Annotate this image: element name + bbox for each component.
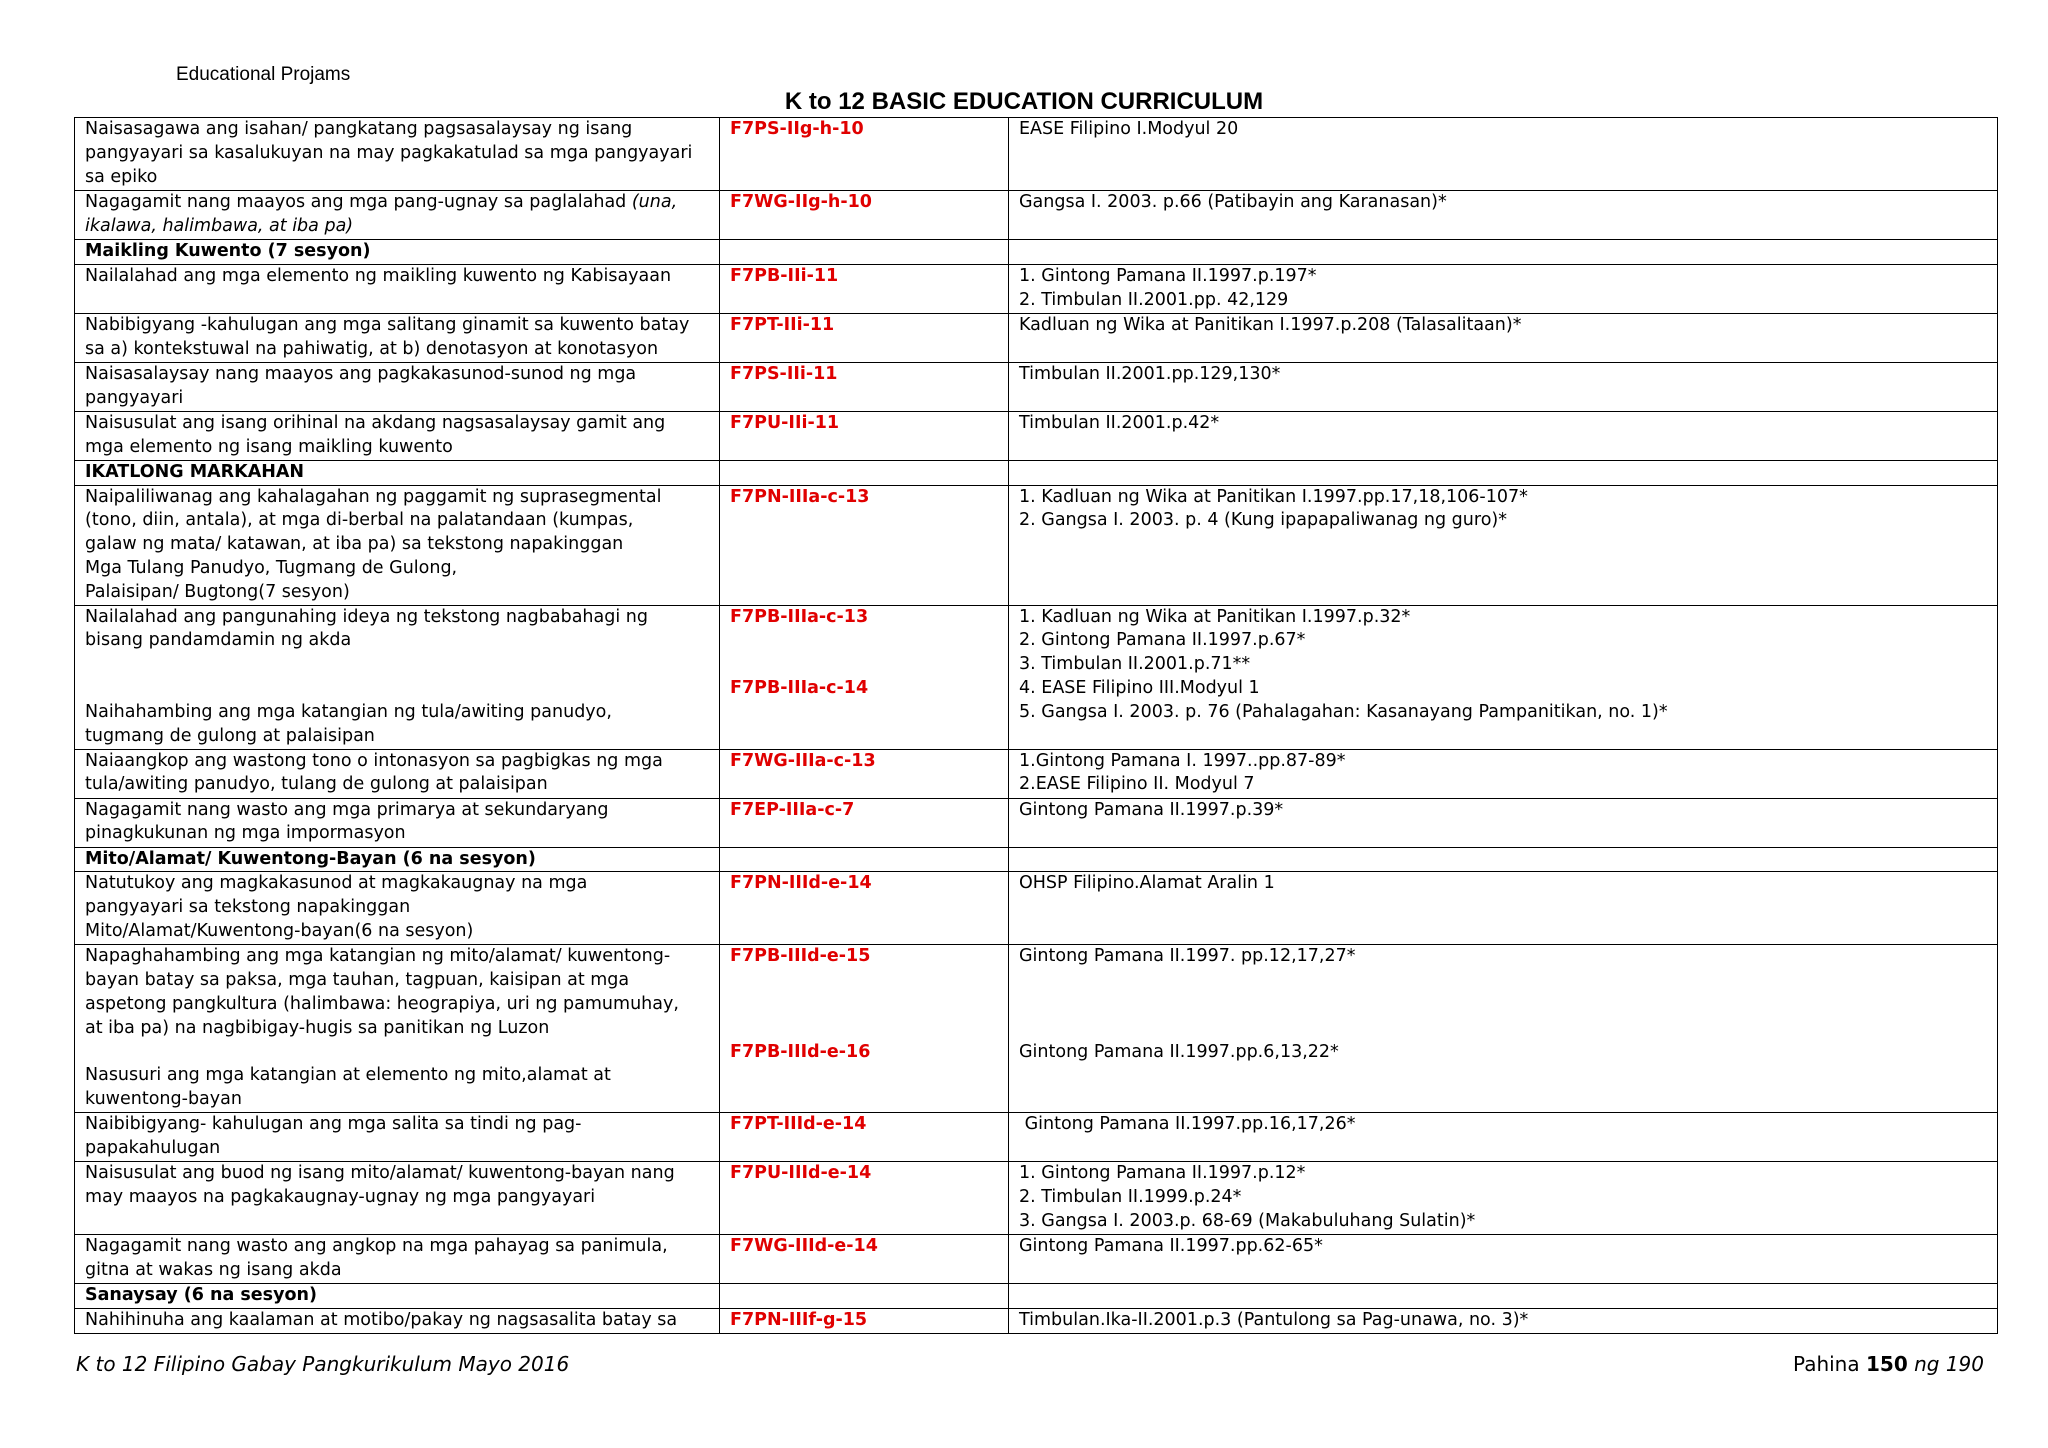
competency-line: pinagkukunan ng mga impormasyon [85,823,406,844]
reference-line: 1.Gintong Pamana I. 1997..pp.87-89* [1019,750,1346,771]
reference-cell [1009,191,1998,240]
reference-line: 2. Gangsa I. 2003. p. 4 (Kung ipapapaliwanag ng guro)* [1019,510,1507,531]
reference-line: 1. Gintong Pamana II.1997.p.12* [1019,1163,1306,1184]
competency-code: F7PU-IIi-11 [730,412,840,433]
competency-code: F7PB-IIId-e-16 [730,1041,871,1062]
code-cell [720,240,1009,265]
curriculum-table [74,117,1998,1334]
competency-code: F7PT-IIi-11 [730,314,835,335]
reference-line: 3. Gangsa I. 2003.p. 68-69 (Makabuluhang Sulatin)* [1019,1210,1476,1231]
code-cell [720,1113,1009,1162]
competency-code: F7EP-IIIa-c-7 [730,799,855,820]
code-cell [720,872,1009,945]
section-heading-text: Sanaysay (6 na sesyon) [85,1285,317,1306]
table-row [75,945,1998,1113]
competency-text-italic: (una, [631,192,678,212]
section-row [75,847,1998,872]
code-cell [720,798,1009,847]
competency-line: Nagagamit nang wasto ang mga primarya at sekundaryang [85,799,609,820]
competency-line: Nailalahad ang pangunahing ideya ng tekstong nagbabahagi ng [85,606,648,627]
competency-line: sa a) kontekstuwal na pahiwatig, at b) denotasyon at konotasyon [85,338,659,359]
competency-cell [75,749,720,798]
code-cell [720,1235,1009,1284]
code-cell [720,313,1009,362]
section-row [75,240,1998,265]
reference-line: 5. Gangsa I. 2003. p. 76 (Pahalagahan: Kasanayang Pampanitikan, no. 1)* [1019,701,1668,722]
section-heading-text: Mito/Alamat/ Kuwentong-Bayan (6 na sesyon) [85,848,536,869]
footer-page-number [1793,1352,1984,1376]
reference-line: 2. Timbulan II.1999.p.24* [1019,1187,1242,1208]
table-row [75,411,1998,460]
section-heading-text: IKATLONG MARKAHAN [85,461,305,482]
code-cell [720,945,1009,1113]
page-title: K to 12 BASIC EDUCATION CURRICULUM [784,88,1264,115]
competency-line: Mga Tulang Panudyo, Tugmang de Gulong, [85,557,458,578]
competency-cell [75,1235,720,1284]
code-cell [720,605,1009,749]
reference-line: Timbulan II.2001.pp.129,130* [1019,363,1281,384]
section-row [75,1284,1998,1309]
competency-line: Nahihinuha ang kaalaman at motibo/pakay ng nagsasalita batay sa [85,1310,678,1331]
reference-cell [1009,485,1998,605]
section-heading-text: Maikling Kuwento (7 sesyon) [85,241,371,261]
competency-code: F7PB-IIId-e-15 [730,946,871,967]
section-heading [75,240,720,265]
reference-line: 1. Gintong Pamana II.1997.p.197* [1019,265,1317,286]
reference-line: Timbulan.Ika-II.2001.p.3 (Pantulong sa Pag-unawa, no. 3)* [1019,1310,1529,1331]
competency-line [85,1041,709,1065]
reference-cell [1009,264,1998,313]
reference-line: Gintong Pamana II.1997.pp.16,17,26* [1019,1114,1356,1135]
reference-line: Timbulan II.2001.p.42* [1019,412,1220,433]
competency-cell [75,191,720,240]
section-heading [75,847,720,872]
section-heading [75,460,720,485]
table-row [75,1309,1998,1334]
code-cell [720,1284,1009,1309]
page-label: Pahina [1793,1352,1860,1376]
table-row [75,191,1998,240]
competency-line: Nabibigyang -kahulugan ang mga salitang ginamit sa kuwento batay [85,314,690,335]
reference-line: 4. EASE Filipino III.Modyul 1 [1019,677,1260,698]
competency-line: Naisasalaysay nang maayos ang pagkakasunod-sunod ng mga [85,363,637,384]
competency-line: may maayos na pagkakaugnay-ugnay ng mga pangyayari [85,1187,596,1208]
code-cell [720,118,1009,191]
reference-cell [1009,240,1998,265]
competency-line: ikalawa, halimbawa, at iba pa) [85,215,354,236]
competency-line: mga elemento ng isang maikling kuwento [85,436,453,457]
competency-line: aspetong pangkultura (halimbawa: heograpiya, uri ng pamumuhay, [85,993,679,1014]
table-row [75,1235,1998,1284]
competency-line: Naibibigyang- kahulugan ang mga salita sa tindi ng pag- [85,1114,582,1135]
reference-cell [1009,1235,1998,1284]
table-row [75,605,1998,749]
reference-cell [1009,872,1998,945]
reference-cell [1009,847,1998,872]
competency-line [85,653,709,677]
competency-code: F7WG-IIg-h-10 [730,192,872,212]
reference-cell [1009,313,1998,362]
reference-cell [1009,1162,1998,1235]
table-row [75,1113,1998,1162]
reference-line: 2. Gintong Pamana II.1997.p.67* [1019,630,1306,651]
competency-code: F7PB-IIi-11 [730,265,839,286]
competency-line: gitna at wakas ng isang akda [85,1260,342,1281]
competency-line: Nailalahad ang mga elemento ng maikling kuwento ng Kabisayaan [85,265,672,286]
table-row [75,264,1998,313]
reference-line: 1. Kadluan ng Wika at Panitikan I.1997.p.32* [1019,606,1411,627]
competency-cell [75,1113,720,1162]
table-row [75,798,1998,847]
footer-document-title: K to 12 Filipino Gabay Pangkurikulum Mayo 2016 [76,1352,570,1376]
competency-line: tugmang de gulong at palaisipan [85,725,375,746]
competency-cell [75,264,720,313]
competency-code: F7WG-IIId-e-14 [730,1236,878,1257]
competency-line: kuwentong-bayan [85,1089,242,1110]
competency-code: F7PN-IIIa-c-13 [730,486,870,507]
reference-cell [1009,749,1998,798]
table-row [75,485,1998,605]
competency-line: Naisusulat ang isang orihinal na akdang nagsasalaysay gamit ang [85,412,666,433]
reference-cell [1009,118,1998,191]
competency-cell [75,945,720,1113]
section-row [75,460,1998,485]
competency-line: Naisusulat ang buod ng isang mito/alamat/ kuwentong-bayan nang [85,1163,675,1184]
reference-line: Gintong Pamana II.1997.p.39* [1019,799,1284,820]
reference-cell [1009,362,1998,411]
competency-cell [75,313,720,362]
competency-cell [75,362,720,411]
reference-line: Gintong Pamana II.1997.pp.62-65* [1019,1236,1323,1257]
reference-line: Gintong Pamana II.1997. pp.12,17,27* [1019,946,1356,967]
competency-line: Nagagamit nang wasto ang angkop na mga pahayag sa panimula, [85,1236,668,1257]
reference-cell [1009,1309,1998,1334]
competency-line: Naihahambing ang mga katangian ng tula/awiting panudyo, [85,701,612,722]
code-cell [720,264,1009,313]
competency-line: Naipaliliwanag ang kahalagahan ng paggamit ng suprasegmental [85,486,662,507]
competency-line: Nasusuri ang mga katangian at elemento ng mito,alamat at [85,1065,611,1086]
competency-cell [75,485,720,605]
competency-line [85,677,709,701]
reference-line: OHSP Filipino.Alamat Aralin 1 [1019,873,1275,894]
competency-line: at iba pa) na nagbibigay-hugis sa panitikan ng Luzon [85,1017,550,1038]
page-total: ng 190 [1914,1352,1984,1376]
competency-cell [75,1309,720,1334]
table-row [75,749,1998,798]
competency-code: F7PS-IIi-11 [730,363,838,384]
code-cell [720,191,1009,240]
reference-line: Gangsa I. 2003. p.66 (Patibayin ang Karanasan)* [1019,192,1447,212]
reference-line: EASE Filipino I.Modyul 20 [1019,119,1239,139]
reference-cell [1009,605,1998,749]
competency-line: pangyayari sa kasalukuyan na may pagkakatulad sa mga pangyayari [85,142,693,163]
competency-line: Natutukoy ang magkakasunod at magkakaugnay na mga [85,873,588,894]
reference-cell [1009,460,1998,485]
reference-line: Kadluan ng Wika at Panitikan I.1997.p.208 (Talasalitaan)* [1019,314,1522,335]
competency-line: Napaghahambing ang mga katangian ng mito/alamat/ kuwentong- [85,946,671,967]
competency-line: papakahulugan [85,1138,221,1159]
competency-code: F7PT-IIId-e-14 [730,1114,867,1135]
competency-code: F7PU-IIId-e-14 [730,1163,872,1184]
code-cell [720,1162,1009,1235]
competency-line: Mito/Alamat/Kuwentong-bayan(6 na sesyon) [85,920,474,941]
competency-code: F7WG-IIIa-c-13 [730,750,876,771]
code-cell [720,749,1009,798]
code-cell [720,362,1009,411]
watermark-text: Educational Projams [176,64,351,85]
competency-cell [75,872,720,945]
competency-line: Naisasagawa ang isahan/ pangkatang pagsasalaysay ng isang [85,119,633,139]
competency-code: F7PN-IIId-e-14 [730,873,872,894]
competency-line: Palaisipan/ Bugtong(7 sesyon) [85,581,350,602]
table-row [75,313,1998,362]
competency-text: Nagagamit nang maayos ang mga pang-ugnay sa paglalahad [85,192,632,212]
reference-cell [1009,411,1998,460]
reference-line: 3. Timbulan II.2001.p.71** [1019,654,1251,675]
section-heading [75,1284,720,1309]
competency-cell [75,411,720,460]
competency-code: F7PN-IIIf-g-15 [730,1310,868,1331]
competency-cell [75,798,720,847]
competency-line: galaw ng mata/ katawan, at iba pa) sa tekstong napakinggan [85,534,624,555]
competency-line: pangyayari [85,387,184,408]
competency-cell [75,605,720,749]
code-cell [720,847,1009,872]
competency-code: F7PB-IIIa-c-14 [730,677,869,698]
competency-line [85,191,709,215]
reference-line: 1. Kadluan ng Wika at Panitikan I.1997.pp.17,18,106-107* [1019,486,1528,507]
reference-cell [1009,945,1998,1113]
page-current: 150 [1865,1352,1908,1376]
reference-line: 2.EASE Filipino II. Modyul 7 [1019,774,1255,795]
competency-line: bayan batay sa paksa, mga tauhan, tagpuan, kaisipan at mga [85,970,630,991]
competency-code: F7PS-IIg-h-10 [730,119,864,139]
reference-cell [1009,1284,1998,1309]
competency-line: (tono, diin, antala), at mga di-berbal na palatandaan (kumpas, [85,510,634,531]
competency-code: F7PB-IIIa-c-13 [730,606,869,627]
code-cell [720,460,1009,485]
reference-line: 2. Timbulan II.2001.pp. 42,129 [1019,289,1289,310]
competency-cell [75,1162,720,1235]
code-cell [720,1309,1009,1334]
reference-line: Gintong Pamana II.1997.pp.6,13,22* [1019,1041,1339,1062]
competency-cell [75,118,720,191]
table-row [75,1162,1998,1235]
table-row [75,362,1998,411]
competency-line: tula/awiting panudyo, tulang de gulong at palaisipan [85,774,548,795]
table-row [75,118,1998,191]
table-row [75,872,1998,945]
competency-line: bisang pandamdamin ng akda [85,630,352,651]
competency-line: sa epiko [85,166,158,187]
reference-cell [1009,798,1998,847]
competency-line: Naiaangkop ang wastong tono o intonasyon sa pagbigkas ng mga [85,750,663,771]
code-cell [720,411,1009,460]
reference-cell [1009,1113,1998,1162]
code-cell [720,485,1009,605]
competency-line: pangyayari sa tekstong napakinggan [85,897,411,918]
